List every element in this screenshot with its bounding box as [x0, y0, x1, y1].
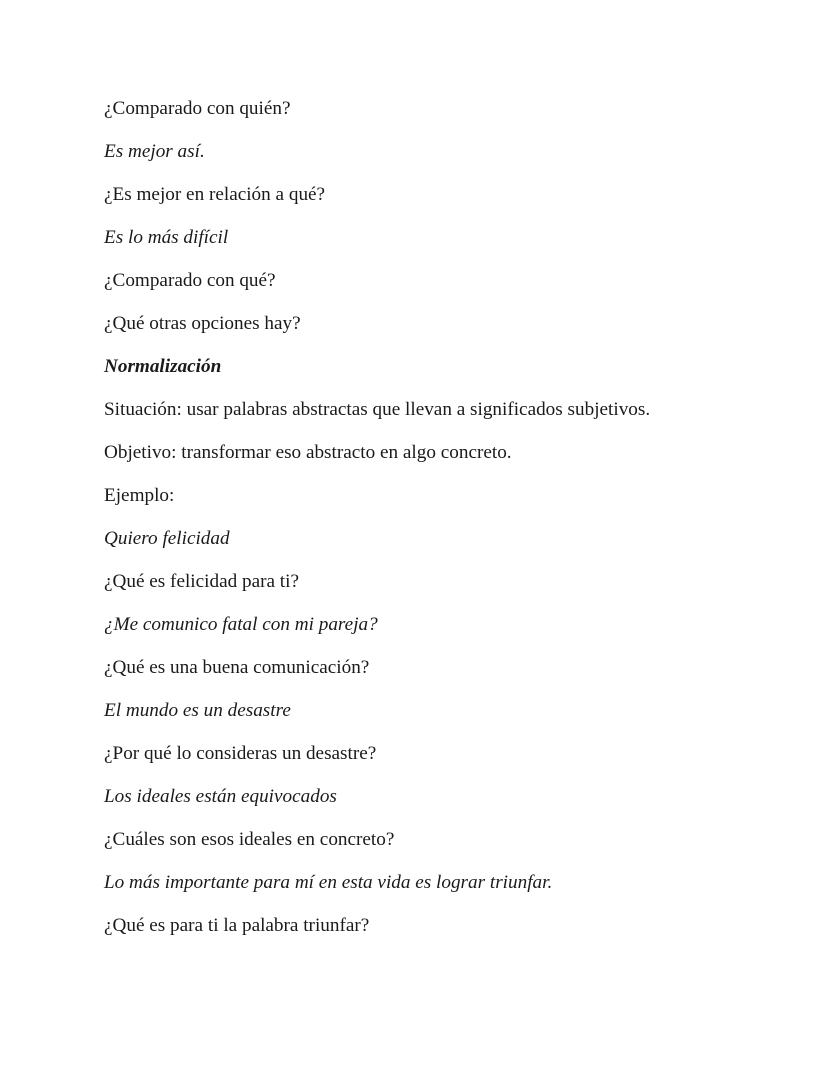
section-heading: Normalización — [104, 356, 222, 377]
question-line: ¿Cuáles son esos ideales en concreto? — [104, 829, 395, 850]
question-line: ¿Qué otras opciones hay? — [104, 313, 301, 334]
objective-text: Objetivo: transformar eso abstracto en algo concreto. — [104, 442, 512, 463]
example-statement: Quiero felicidad — [104, 528, 230, 549]
question-line: ¿Es mejor en relación a qué? — [104, 184, 326, 205]
example-label: Ejemplo: — [104, 485, 175, 506]
question-line: ¿Qué es felicidad para ti? — [104, 571, 299, 592]
question-line: ¿Qué es una buena comunicación? — [104, 657, 370, 678]
document-page — [104, 96, 784, 956]
question-line: ¿Comparado con quién? — [104, 98, 291, 119]
example-statement: Es lo más difícil — [104, 227, 229, 248]
example-statement: Los ideales están equivocados — [104, 786, 337, 807]
question-line: ¿Comparado con qué? — [104, 270, 276, 291]
example-statement: Es mejor así. — [104, 141, 205, 162]
example-statement: ¿Me comunico fatal con mi pareja? — [104, 614, 378, 635]
example-statement: El mundo es un desastre — [104, 700, 291, 721]
question-line: ¿Qué es para ti la palabra triunfar? — [104, 915, 370, 936]
situation-text: Situación: usar palabras abstractas que llevan a significados subjetivos. — [104, 399, 651, 420]
question-line: ¿Por qué lo consideras un desastre? — [104, 743, 377, 764]
example-statement: Lo más importante para mí en esta vida es lograr triunfar. — [104, 872, 553, 893]
